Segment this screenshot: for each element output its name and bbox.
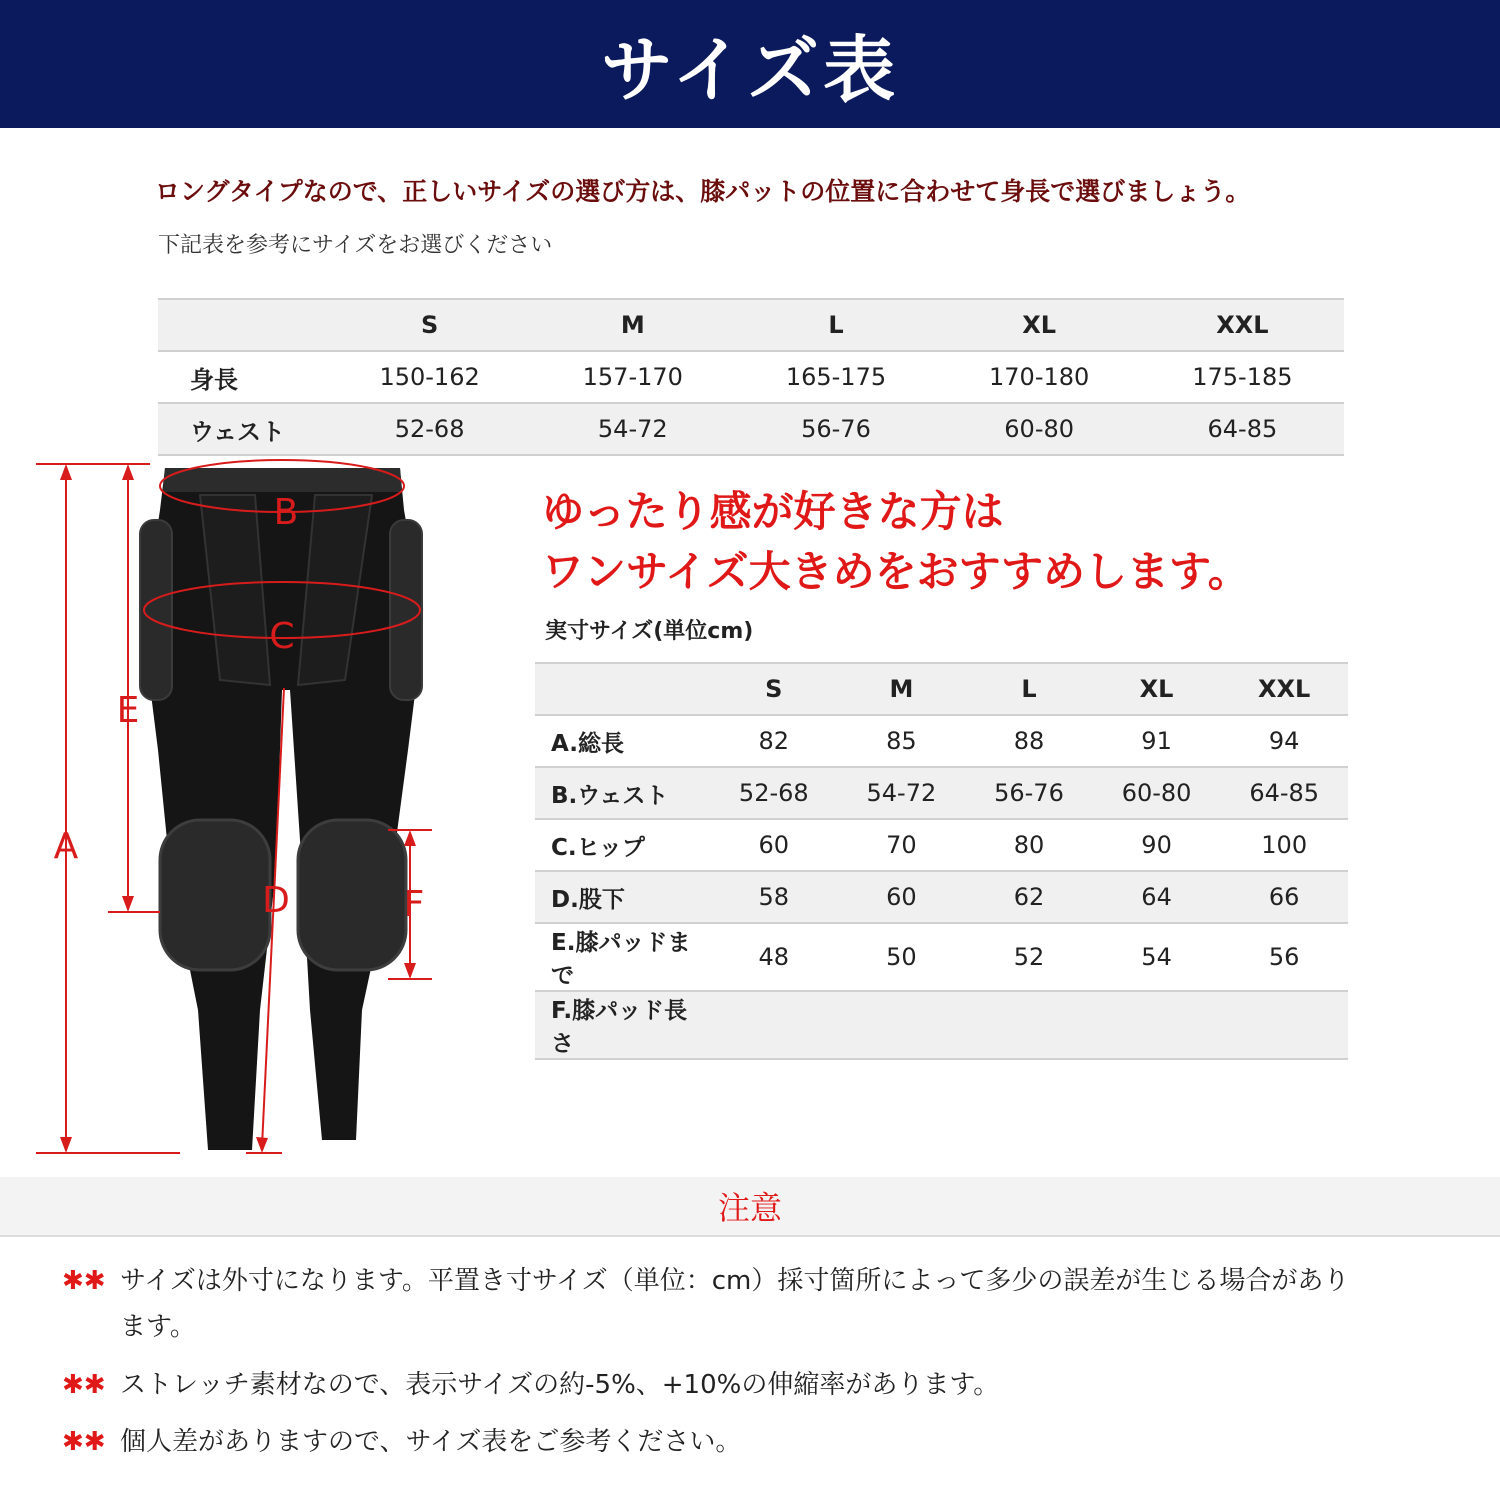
- row-label: 身長: [190, 365, 238, 394]
- header-empty-cell: [535, 663, 710, 715]
- asterisk-icon: ✱✱: [62, 1370, 106, 1400]
- table-row: [535, 767, 1348, 819]
- table-row: [535, 871, 1348, 923]
- cell: 175-185: [1192, 363, 1293, 391]
- cell: 60-80: [1121, 779, 1192, 807]
- cell: 64: [1141, 883, 1172, 911]
- label-d: D: [262, 880, 290, 921]
- notes-title: 注意: [717, 1189, 782, 1227]
- cell: 56-76: [801, 415, 871, 443]
- cell: 60: [758, 831, 790, 859]
- row-label: C.ヒップ: [551, 834, 645, 861]
- cell: 88: [1013, 727, 1045, 755]
- measure-table-header: [535, 663, 1348, 715]
- cell: 62: [1013, 883, 1045, 911]
- cell: 52: [1013, 943, 1045, 971]
- label-e: E: [116, 690, 140, 731]
- notes-header: [0, 1177, 1500, 1237]
- cell: 150-162: [379, 363, 480, 391]
- col-xl: XL: [1022, 311, 1057, 339]
- cell: 54-72: [866, 779, 937, 807]
- row-label: B.ウェスト: [551, 782, 669, 809]
- intro-sub: 下記表を参考にサイズをお選びください: [158, 233, 553, 258]
- asterisk-icon: ✱✱: [62, 1427, 106, 1457]
- row-label: ウェスト: [190, 417, 286, 446]
- note-item: [62, 1419, 1370, 1465]
- cell: [1220, 991, 1348, 1059]
- cell: 70: [886, 831, 917, 859]
- cell: 94: [1268, 727, 1300, 755]
- measure-table: [535, 662, 1348, 1060]
- measure-caption: 実寸サイズ(単位cm): [545, 619, 754, 644]
- promo-text: [542, 482, 1250, 602]
- cell: 54-72: [597, 415, 668, 443]
- label-f: F: [403, 884, 425, 925]
- col-l: L: [828, 311, 844, 339]
- note-text: 個人差がありますので、サイズ表をご参考ください。: [120, 1427, 742, 1457]
- cell: 56: [1268, 943, 1300, 971]
- row-label: E.膝パッドまで: [551, 930, 691, 989]
- cell: 52-68: [394, 415, 465, 443]
- col-xxl: XXL: [1216, 311, 1269, 339]
- cell: 52-68: [738, 779, 809, 807]
- cell: [838, 991, 966, 1059]
- cell: [965, 991, 1093, 1059]
- cell: 54: [1141, 943, 1172, 971]
- cell: [1093, 991, 1221, 1059]
- cell: 82: [758, 727, 790, 755]
- col-xxl: XXL: [1258, 675, 1311, 703]
- table-row: [535, 715, 1348, 767]
- row-label: A.総長: [551, 730, 624, 757]
- table-row: [535, 819, 1348, 871]
- page-title: サイズ表: [600, 28, 900, 112]
- intro-lead: ロングタイプなので、正しいサイズの選び方は、膝パットの位置に合わせて身長で選びましょう。: [155, 177, 1251, 206]
- pants-image: [140, 468, 422, 1150]
- label-a: A: [53, 826, 79, 867]
- row-label: F.膝パッド長さ: [551, 998, 688, 1057]
- cell: 165-175: [785, 363, 887, 391]
- label-b: B: [273, 492, 299, 533]
- row-label: D.股下: [551, 886, 625, 913]
- cell: 90: [1141, 831, 1172, 859]
- size-table-header: [158, 299, 1344, 351]
- col-m: M: [620, 311, 645, 339]
- cell: 64-85: [1249, 779, 1320, 807]
- header-empty-cell: [158, 299, 328, 351]
- cell: [710, 991, 838, 1059]
- note-text: ストレッチ素材なので、表示サイズの約-5%、+10%の伸縮率があります。: [120, 1370, 1000, 1400]
- cell: 66: [1268, 883, 1300, 911]
- col-l: L: [1021, 675, 1037, 703]
- col-m: M: [889, 675, 914, 703]
- cell: 60-80: [1004, 415, 1075, 443]
- cell: 100: [1261, 831, 1308, 859]
- cell: 64-85: [1207, 415, 1278, 443]
- cell: 60: [886, 883, 917, 911]
- promo-line-1: ゆったり感が好きな方は: [542, 487, 1004, 536]
- cell: 58: [758, 883, 790, 911]
- note-text: サイズは外寸になります。平置き寸サイズ（単位：cm）採寸箇所によって多少の誤差が生じる場合があります。: [120, 1266, 1350, 1342]
- table-row: [535, 991, 1348, 1059]
- cell: 56-76: [994, 779, 1064, 807]
- cell: 85: [886, 727, 917, 755]
- col-xl: XL: [1139, 675, 1174, 703]
- size-table: [158, 298, 1344, 456]
- pants-diagram: [0, 450, 520, 1170]
- cell: 80: [1013, 831, 1045, 859]
- cell: 50: [886, 943, 917, 971]
- label-c: C: [269, 616, 295, 657]
- col-s: S: [420, 311, 439, 339]
- cell: 170-180: [989, 363, 1090, 391]
- cell: 48: [758, 943, 790, 971]
- cell: 91: [1141, 727, 1172, 755]
- table-row: [158, 351, 1344, 403]
- table-row: [535, 923, 1348, 991]
- col-s: S: [765, 675, 783, 703]
- table-row: [158, 403, 1344, 455]
- asterisk-icon: ✱✱: [62, 1266, 106, 1296]
- note-item: [62, 1258, 1370, 1350]
- header-banner: [0, 0, 1500, 128]
- note-item: [62, 1362, 1370, 1408]
- cell: 157-170: [582, 363, 683, 391]
- promo-line-2: ワンサイズ大きめをおすすめします。: [542, 547, 1250, 596]
